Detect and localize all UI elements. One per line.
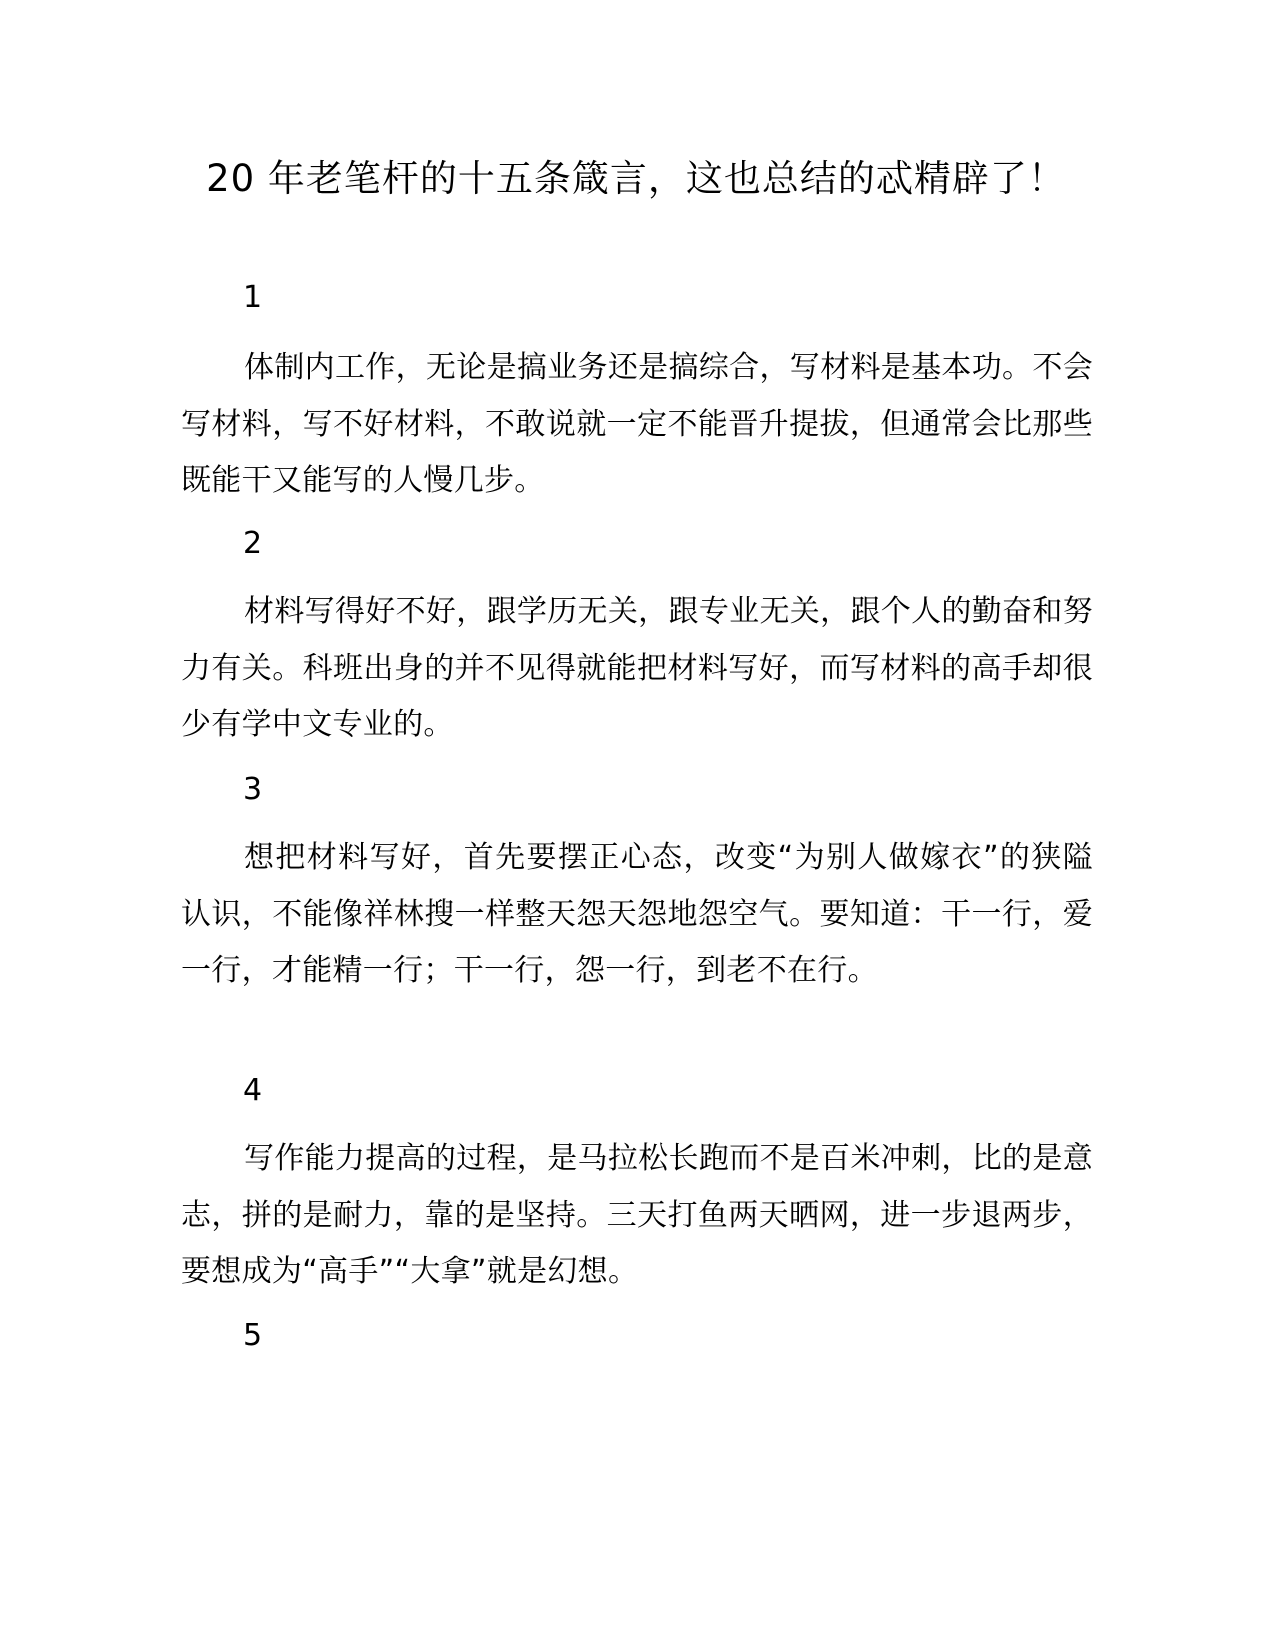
document-title: 20 年老笔杆的十五条箴言，这也总结的忒精辟了！ (206, 157, 1066, 200)
item-text-1: 体制内工作，无论是搞业务还是搞综合，写材料是基本功。不会写材料，写不好材料，不敢说就一定不能晋升提拔，但通常会比那些既能干又能写的人慢几步。 (181, 350, 1093, 498)
item-number-2: 2 (243, 526, 263, 561)
item-text-3: 想把材料写好，首先要摆正心态，改变“为别人做嫁衣”的狭隘认识，不能像祥林搜一样整天怨天怨地怨空气。要知道：干一行，爱一行，才能精一行；干一行，怨一行，到老不在行。 (181, 840, 1093, 988)
item-text-4: 写作能力提高的过程，是马拉松长跑而不是百米冲刺，比的是意志，拼的是耐力，靠的是坚持。三天打鱼两天晒网，进一步退两步，要想成为“高手”“大拿”就是幻想。 (181, 1141, 1093, 1289)
item-text-2: 材料写得好不好，跟学历无关，跟专业无关，跟个人的勤奋和努力有关。科班出身的并不见得就能把材料写好，而写材料的高手却很少有学中文专业的。 (181, 594, 1093, 742)
item-number-3: 3 (243, 772, 263, 807)
item-number-4: 4 (243, 1073, 263, 1108)
item-number-1: 1 (243, 280, 263, 315)
item-number-5: 5 (243, 1318, 263, 1353)
